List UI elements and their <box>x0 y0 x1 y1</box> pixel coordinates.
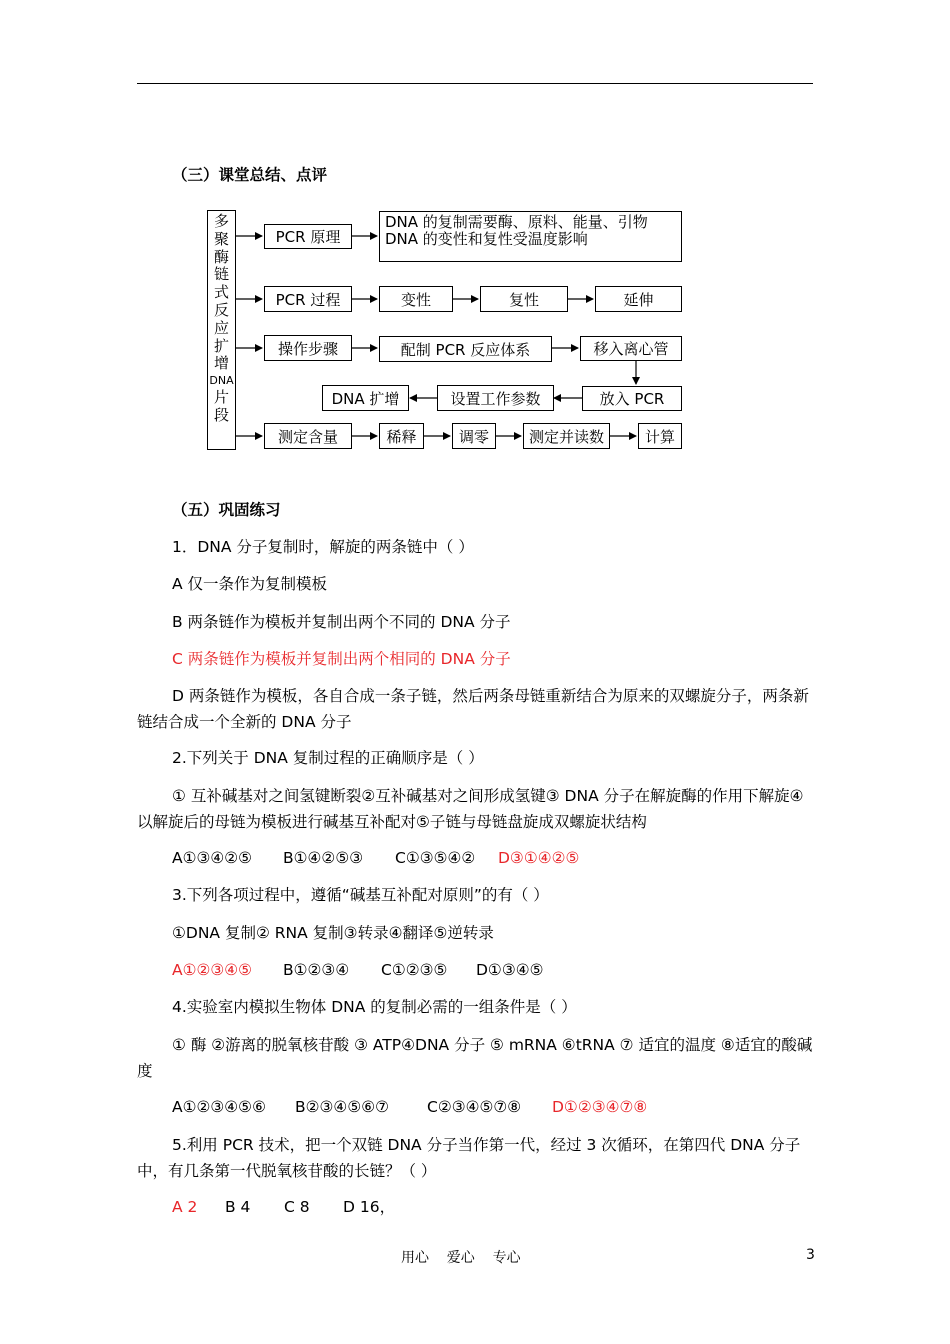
transfer-tube-box: 移入离心管 <box>580 336 682 361</box>
q5-option-a-answer: A 2 <box>172 1198 198 1216</box>
q2-option-c: C①③⑤④② <box>395 849 476 867</box>
root-char: DNA <box>209 374 234 388</box>
q4-option-b: B②③④⑤⑥⑦ <box>295 1098 390 1116</box>
footer-motto: 用心 爱心 专心 <box>401 1250 521 1266</box>
process-denature-box: 变性 <box>379 286 453 312</box>
q5-option-d: D 16， <box>343 1198 396 1216</box>
measure-read-box: 测定并读数 <box>523 423 610 449</box>
q4-option-a: A①②③④⑤⑥ <box>172 1098 266 1116</box>
q3-option-a-answer: A①②③④⑤ <box>172 961 253 979</box>
q1-option-a: A 仅一条作为复制模板 <box>172 575 328 593</box>
calculate-box: 计算 <box>638 423 682 449</box>
dilute-box: 稀释 <box>379 423 424 449</box>
q5-option-c: C 8 <box>284 1198 310 1216</box>
dna-amplify-box: DNA 扩增 <box>322 385 409 411</box>
q5-stem: 5.利用 PCR 技术，把一个双链 DNA 分子当作第一代，经过 3 次循环，在第四代 DNA 分子中，有几条第一代脱氧核苷酸的长链？（ ） <box>137 1136 801 1180</box>
operation-steps-box: 操作步骤 <box>264 335 352 361</box>
q1-option-b: B 两条链作为模板并复制出两个不同的 DNA 分子 <box>172 613 511 631</box>
pcr-process-box: PCR 过程 <box>264 286 352 312</box>
pcr-principle-box: PCR 原理 <box>264 224 352 249</box>
root-char: 段 <box>213 405 229 424</box>
root-char: 酶 <box>213 247 229 266</box>
root-char: 多 <box>213 212 229 230</box>
q2-option-b: B①④②⑤③ <box>283 849 364 867</box>
q3-body: ①DNA 复制② RNA 复制③转录④翻译⑤逆转录 <box>172 924 494 942</box>
q1-option-d: D 两条链作为模板，各自合成一条子链，然后两条母链重新结合为原来的双螺旋分子，两条新链结合成一个全新的 DNA 分子 <box>137 687 809 731</box>
q5-option-b: B 4 <box>225 1198 251 1216</box>
set-parameters-box: 设置工作参数 <box>437 385 554 411</box>
q4-body: ① 酶 ②游离的脱氧核苷酸 ③ ATP④DNA 分子 ⑤ mRNA ⑥tRNA ⑦ 适宜的温度 ⑧适宜的酸碱度 <box>137 1036 813 1080</box>
principle-desc-line1: DNA 的复制需要酶、原料、能量、引物 <box>385 213 648 231</box>
root-char: 扩 <box>213 336 229 355</box>
principle-desc-line2: DNA 的变性和复性受温度影响 <box>385 230 588 248</box>
root-char: 链 <box>213 265 229 284</box>
q3-option-d: D①③④⑤ <box>476 961 544 979</box>
root-char: 式 <box>213 283 229 302</box>
q4-option-d-answer: D①②③④⑦⑧ <box>552 1098 648 1116</box>
q3-option-b: B①②③④ <box>283 961 350 979</box>
pcr-principle-desc-box <box>379 211 682 262</box>
section3-title: （三）课堂总结、点评 <box>172 166 328 184</box>
root-char: 应 <box>213 318 229 337</box>
process-anneal-box: 复性 <box>480 286 568 312</box>
q2-body: ① 互补碱基对之间氢键断裂②互补碱基对之间形成氢键③ DNA 分子在解旋酶的作用下解旋④以解旋后的母链为模板进行碱基互补配对⑤子链与母链盘旋成双螺旋状结构 <box>137 787 804 831</box>
prepare-reaction-box: 配制 PCR 反应体系 <box>379 336 552 362</box>
measure-content-box: 测定含量 <box>264 423 352 449</box>
root-char: 片 <box>213 388 229 407</box>
q2-option-a: A①③④②⑤ <box>172 849 253 867</box>
q3-stem: 3.下列各项过程中，遵循“碱基互补配对原则”的有（ ） <box>172 886 549 904</box>
q1-option-c-answer: C 两条链作为模板并复制出两个相同的 DNA 分子 <box>172 650 511 668</box>
q4-option-c: C②③④⑤⑦⑧ <box>427 1098 522 1116</box>
root-char: 增 <box>213 354 229 373</box>
zero-box: 调零 <box>452 423 496 449</box>
q2-option-d-answer: D③①④②⑤ <box>498 849 580 867</box>
q1-stem: 1．DNA 分子复制时，解旋的两条链中（ ） <box>172 538 474 556</box>
place-pcr-box: 放入 PCR <box>582 386 682 411</box>
root-char: 聚 <box>213 229 229 248</box>
q3-option-c: C①②③⑤ <box>381 961 448 979</box>
process-extend-box: 延伸 <box>595 286 682 312</box>
root-char: 反 <box>213 300 229 319</box>
q4-stem: 4.实验室内模拟生物体 DNA 的复制必需的一组条件是（ ） <box>172 998 577 1016</box>
page-number: 3 <box>806 1247 815 1263</box>
section5-title: （五）巩固练习 <box>172 501 281 519</box>
q2-stem: 2.下列关于 DNA 复制过程的正确顺序是（ ） <box>172 749 484 767</box>
